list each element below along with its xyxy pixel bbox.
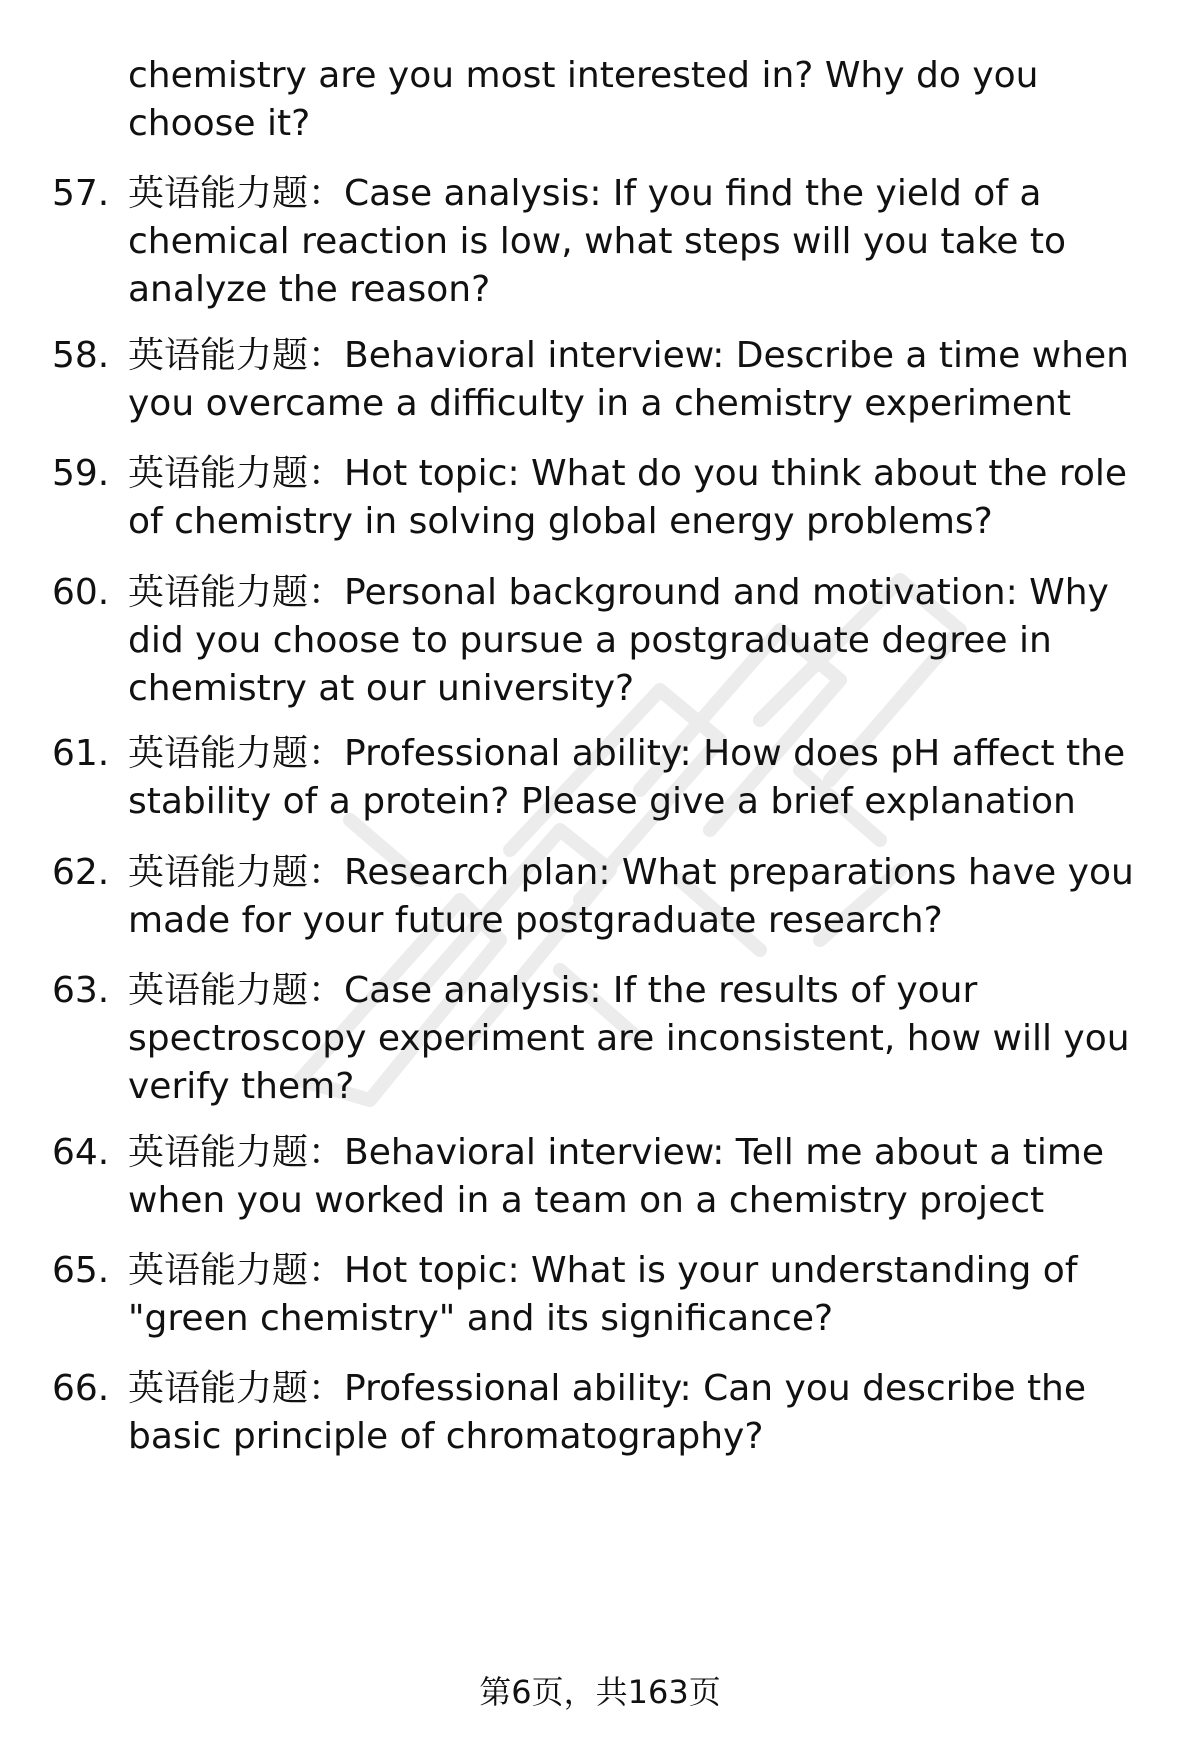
item-text: Behavioral interview: Tell me about a time when you worked in a team on a chemistry project xyxy=(128,1132,1105,1221)
item-text: Behavioral interview: Describe a time when you overcame a difficulty in a chemistry experiment xyxy=(128,335,1129,424)
item-category: 英语能力题： xyxy=(128,852,345,893)
item-category: 英语能力题： xyxy=(128,733,345,774)
item-text: Hot topic: What is your understanding of "green chemistry" and its significance? xyxy=(128,1250,1078,1339)
item-text: Research plan: What preparations have you made for your future postgraduate research? xyxy=(128,852,1134,941)
item-number: 57. xyxy=(52,173,110,214)
item-number: 60. xyxy=(52,572,110,613)
item-number: 63. xyxy=(52,970,110,1011)
item-category: 英语能力题： xyxy=(128,1132,345,1173)
item-text: Hot topic: What do you think about the role of chemistry in solving global energy problems? xyxy=(128,453,1128,542)
item-category: 英语能力题： xyxy=(128,572,345,613)
item-text: Personal background and motivation: Why did you choose to pursue a postgraduate degree in chemistry at our university? xyxy=(128,572,1109,709)
continuation-text: chemistry are you most interested in? Why do you choose it? xyxy=(128,55,1039,144)
item-number: 64. xyxy=(52,1132,110,1173)
item-text: Professional ability: Can you describe the basic principle of chromatography? xyxy=(128,1368,1087,1457)
page-footer: 第6页，共163页 xyxy=(479,1673,721,1711)
item-number: 65. xyxy=(52,1250,110,1291)
item-category: 英语能力题： xyxy=(128,970,345,1011)
item-text: Professional ability: How does pH affect the stability of a protein? Please give a brief explanation xyxy=(128,733,1126,822)
item-category: 英语能力题： xyxy=(128,173,345,214)
item-number: 58. xyxy=(52,335,110,376)
item-number: 59. xyxy=(52,453,110,494)
item-category: 英语能力题： xyxy=(128,453,345,494)
item-number: 61. xyxy=(52,733,110,774)
item-category: 英语能力题： xyxy=(128,335,345,376)
item-text: Case analysis: If you find the yield of a chemical reaction is low, what steps will you take to analyze the reason? xyxy=(128,173,1067,310)
item-category: 英语能力题： xyxy=(128,1250,345,1291)
item-number: 66. xyxy=(52,1368,110,1409)
item-category: 英语能力题： xyxy=(128,1368,345,1409)
item-number: 62. xyxy=(52,852,110,893)
item-text: Case analysis: If the results of your spectroscopy experiment are inconsistent, how will you verify them? xyxy=(128,970,1130,1107)
